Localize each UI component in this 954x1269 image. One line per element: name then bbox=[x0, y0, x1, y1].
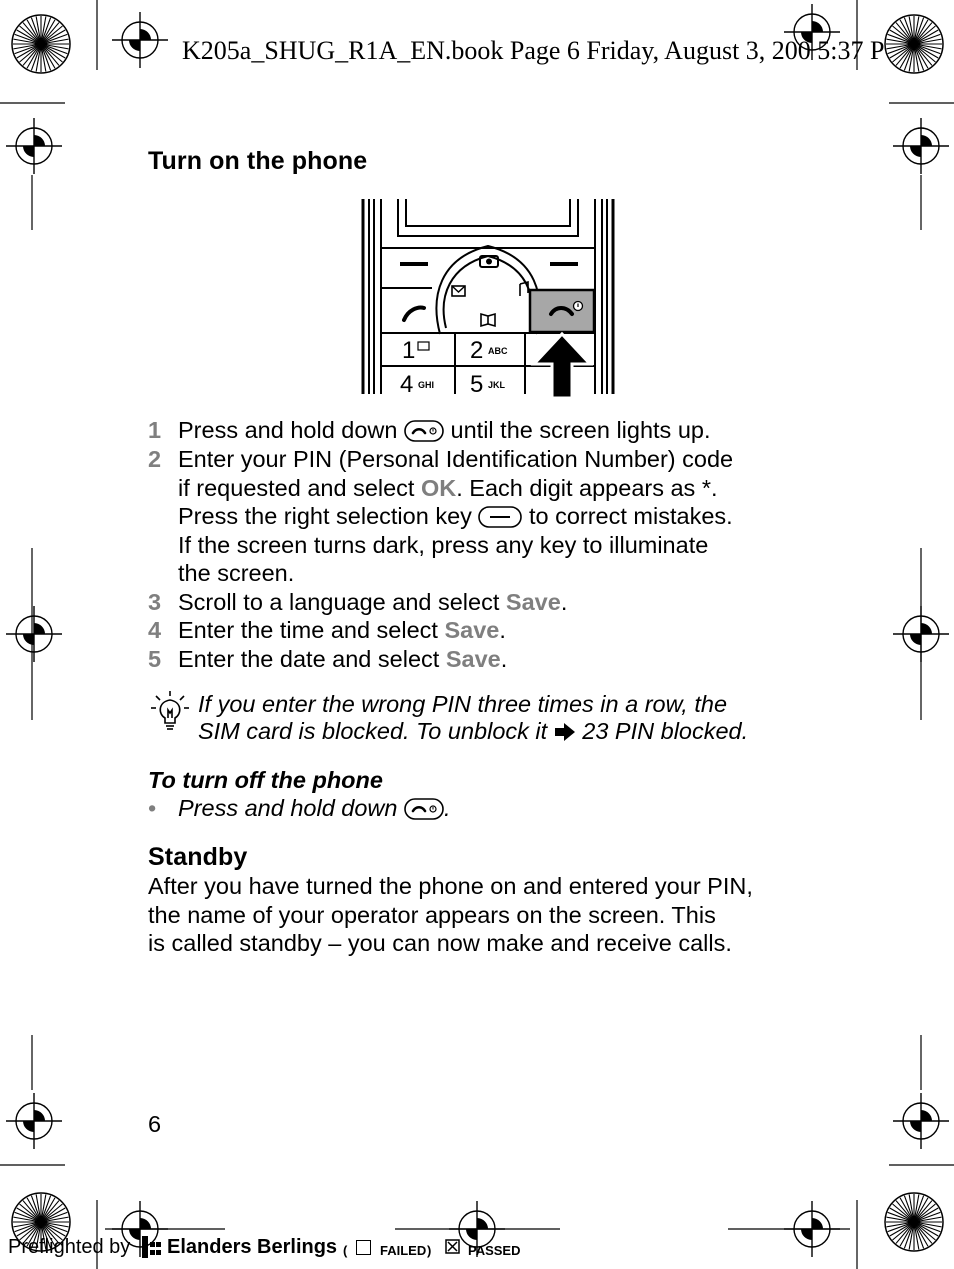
lightbulb-tip-icon bbox=[150, 690, 194, 732]
brand-name: Elanders Berlings bbox=[167, 1236, 338, 1258]
keypad-digit-4: 4 bbox=[400, 371, 414, 398]
failed-label: FAILED bbox=[380, 1243, 427, 1258]
crosshair-left-bottom bbox=[6, 1093, 62, 1149]
keypad-letters-jkl: JKL bbox=[488, 380, 506, 390]
step-number: 4 bbox=[148, 617, 162, 643]
step-number: 1 bbox=[148, 417, 162, 443]
crosshair-left-mid bbox=[6, 606, 62, 662]
crosshair-left-top bbox=[6, 118, 62, 174]
subheading-turn-off: To turn off the phone bbox=[148, 767, 383, 793]
ok-softkey-label: OK bbox=[421, 474, 457, 501]
keypad-digit-1: 1 bbox=[402, 337, 416, 364]
preflight-stamp bbox=[8, 1236, 130, 1259]
step-number: 5 bbox=[148, 646, 162, 672]
tip-text: If you enter the wrong PIN three times in a row, the SIM card is blocked. To unblock it 23 PIN blocked. bbox=[198, 691, 749, 744]
star-target-top-left bbox=[12, 15, 70, 73]
right-selection-key-icon bbox=[478, 506, 522, 528]
turn-off-instruction: Press and hold down . bbox=[178, 795, 451, 821]
keypad-digit-2: 2 bbox=[470, 337, 484, 364]
save-softkey-label: Save bbox=[505, 589, 561, 615]
paren-close: ) bbox=[427, 1243, 432, 1258]
paren-open: ( bbox=[343, 1243, 348, 1258]
step-number: 2 bbox=[148, 446, 162, 472]
phone-illustration bbox=[360, 196, 620, 398]
section-title-standby: Standby bbox=[148, 843, 248, 871]
passed-checkbox-checked-icon bbox=[445, 1239, 461, 1255]
failed-checkbox bbox=[356, 1240, 371, 1255]
preflighted-label: Preflighted by bbox=[8, 1236, 131, 1258]
star-target-top-right bbox=[885, 15, 943, 73]
passed-label: PASSED bbox=[468, 1243, 521, 1258]
standby-paragraph: After you have turned the phone on and entered your PIN, the name of your operator appears on the screen. This is called standby – you can now make and receive calls. bbox=[148, 873, 753, 957]
keypad-letters-abc: ABC bbox=[488, 346, 508, 356]
section-title-turn-on: Turn on the phone bbox=[148, 147, 368, 175]
save-softkey-label: Save bbox=[445, 646, 501, 672]
page-number: 6 bbox=[148, 1111, 162, 1137]
keypad-letters-ghi: GHI bbox=[418, 380, 435, 390]
end-key-icon bbox=[404, 420, 444, 442]
elanders-logo-icon bbox=[142, 1236, 164, 1260]
star-target-bottom-right bbox=[885, 1193, 943, 1251]
crosshair-right-top bbox=[893, 118, 949, 174]
running-header: K205a_SHUG_R1A_EN.book Page 6 Friday, August 3, 200 5:37 P bbox=[182, 36, 885, 65]
end-key-icon bbox=[404, 798, 444, 820]
crosshair-right-bottom bbox=[893, 1093, 949, 1149]
keypad-digit-5: 5 bbox=[470, 371, 484, 398]
crosshair-top-1 bbox=[112, 12, 168, 68]
right-arrow-reference-icon bbox=[554, 723, 576, 741]
step-number: 3 bbox=[148, 589, 162, 615]
save-softkey-label: Save bbox=[444, 617, 500, 643]
bullet: • bbox=[148, 795, 157, 821]
